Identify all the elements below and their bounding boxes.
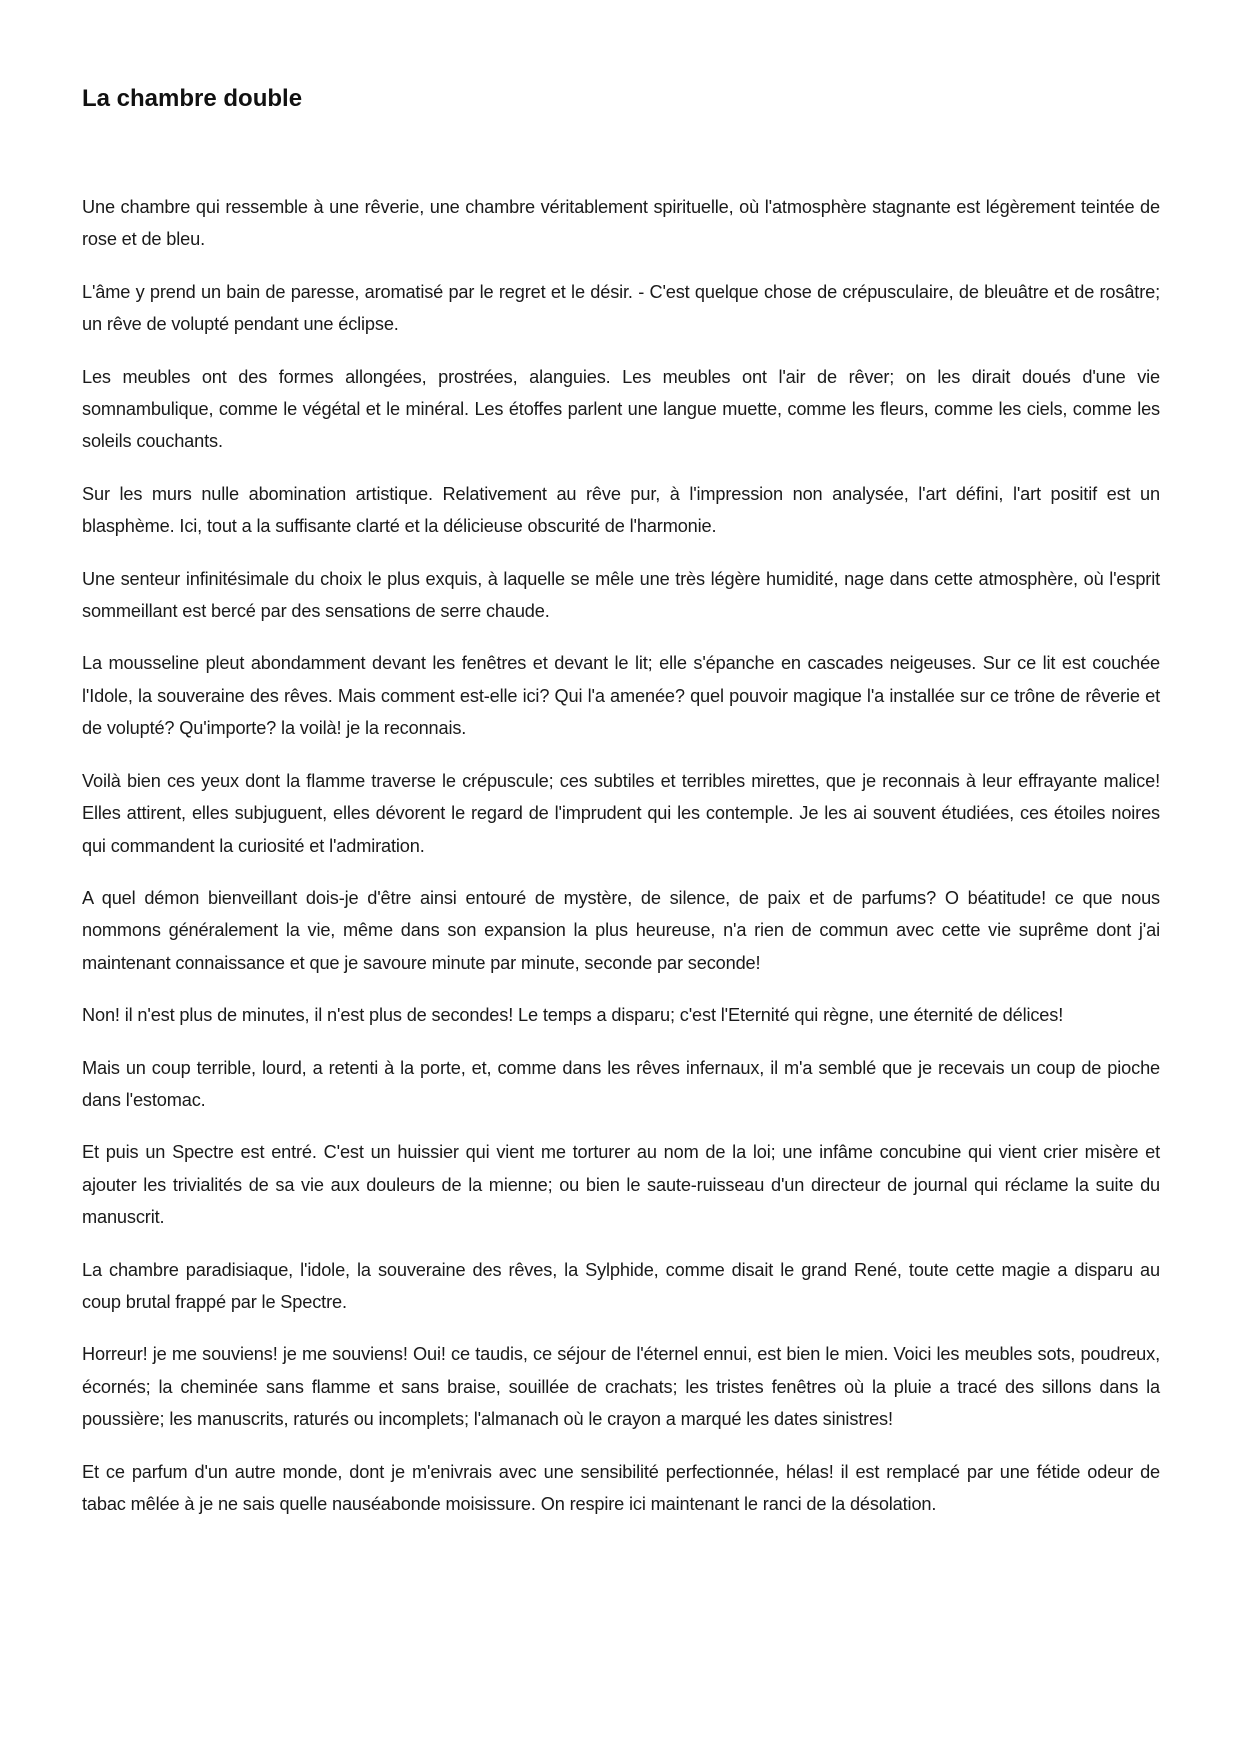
paragraph: L'âme y prend un bain de paresse, aromatisé par le regret et le désir. - C'est quelque chose de crépusculaire, de bleuâtre et de rosâtre; un rêve de volupté pendant une éclipse.: [82, 281, 1160, 335]
paragraph: Mais un coup terrible, lourd, a retenti à la porte, et, comme dans les rêves infernaux, il m'a semblé que je recevais un coup de pioche dans l'estomac.: [82, 1057, 1160, 1110]
paragraph: La chambre paradisiaque, l'idole, la souveraine des rêves, la Sylphide, comme disait le grand René, toute cette magie a disparu au coup brutal frappé par le Spectre.: [82, 1259, 1160, 1312]
document-title: La chambre double: [82, 85, 303, 112]
paragraph: Et puis un Spectre est entré. C'est un huissier qui vient me torturer au nom de la loi; une infâme concubine qui vient crier misère et ajouter les trivialités de sa vie aux douleurs de la mienne; ou bien le saute-ruisseau d'un directeur de journal qui réclame la suite du manuscrit.: [82, 1142, 1160, 1228]
paragraph: Non! il n'est plus de minutes, il n'est plus de secondes! Le temps a disparu; c'est l'Eternité qui règne, une éternité de délices!: [82, 1005, 1064, 1026]
paragraph: Voilà bien ces yeux dont la flamme traverse le crépuscule; ces subtiles et terribles mirettes, que je reconnais à leur effrayante malice! Elles attirent, elles subjuguent, elles dévorent le regard de l'imprudent qui les contemple. Je les ai souvent étudiées, ces étoiles noires qui commandent la curiosité et l'admiration.: [82, 770, 1160, 856]
paragraph: Et ce parfum d'un autre monde, dont je m'enivrais avec une sensibilité perfectionnée, hélas! il est remplacé par une fétide odeur de tabac mêlée à je ne sais quelle nauséabonde moisissure. On respire ici maintenant le ranci de la désolation.: [82, 1461, 1160, 1514]
paragraph: Les meubles ont des formes allongées, prostrées, alanguies. Les meubles ont l'air de rêver; on les dirait doués d'une vie somnambulique, comme le végétal et le minéral. Les étoffes parlent une langue muette, comme les fleurs, comme les ciels, comme les soleils couchants.: [82, 366, 1160, 452]
paragraph: La mousseline pleut abondamment devant les fenêtres et devant le lit; elle s'épanche en cascades neigeuses. Sur ce lit est couchée l'Idole, la souveraine des rêves. Mais comment est-elle ici? Qui l'a amenée? quel pouvoir magique l'a installée sur ce trône de rêverie et de volupté? Qu'importe? la voilà! je la reconnais.: [82, 653, 1160, 739]
paragraph: Sur les murs nulle abomination artistique. Relativement au rêve pur, à l'impression non analysée, l'art défini, l'art positif est un blasphème. Ici, tout a la suffisante clarté et la délicieuse obscurité de l'harmonie.: [82, 483, 1160, 537]
paragraph: Une senteur infinitésimale du choix le plus exquis, à laquelle se mêle une très légère humidité, nage dans cette atmosphère, où l'esprit sommeillant est bercé par des sensations de serre chaude.: [82, 568, 1160, 622]
paragraph: A quel démon bienveillant dois-je d'être ainsi entouré de mystère, de silence, de paix et de parfums? O béatitude! ce que nous nommons généralement la vie, même dans son expansion la plus heureuse, n'a rien de commun avec cette vie suprême dont j'ai maintenant connaissance et que je savoure minute par minute, seconde par seconde!: [82, 887, 1160, 973]
paragraph: Horreur! je me souviens! je me souviens! Oui! ce taudis, ce séjour de l'éternel ennui, est bien le mien. Voici les meubles sots, poudreux, écornés; la cheminée sans flamme et sans braise, souillée de crachats; les tristes fenêtres où la pluie a tracé des sillons dans la poussière; les manuscrits, raturés ou incomplets; l'almanach où le crayon a marqué les dates sinistres!: [82, 1344, 1160, 1430]
paragraph: Une chambre qui ressemble à une rêverie, une chambre véritablement spirituelle, où l'atmosphère stagnante est légèrement teintée de rose et de bleu.: [82, 197, 1160, 250]
document-body: [82, 191, 1160, 1540]
